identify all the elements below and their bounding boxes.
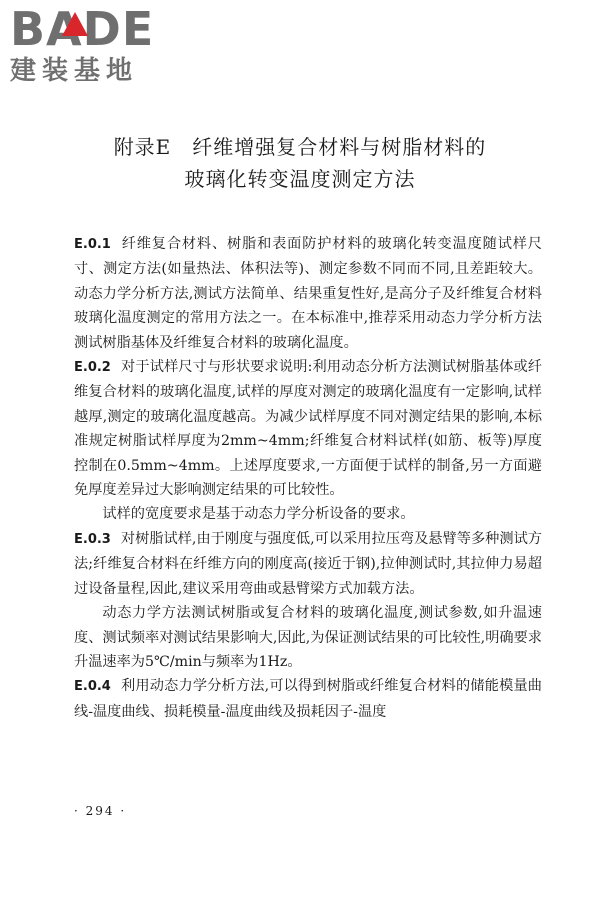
logo-wordmark — [10, 2, 180, 56]
logo-subtitle: 建装基地 — [10, 56, 139, 86]
clause-number: E.0.4 — [74, 679, 111, 695]
appendix-title-line2: 玻璃化转变温度测定方法 — [184, 167, 416, 191]
logo-word-text: BADE — [10, 2, 155, 56]
clause-text: 对树脂试样,由于刚度与强度低,可以采用拉压弯及悬臂等多种测试方法;纤维复合材料在纤维方向的刚度高(接近于钢),拉伸测试时,其拉伸力易超过设备量程,因此,建议采用弯曲或悬臂梁方式加载方法。 — [74, 530, 542, 597]
clause-e04 — [74, 674, 542, 724]
clause-number: E.0.2 — [74, 360, 111, 376]
clause-e02 — [74, 355, 542, 502]
clause-e01 — [74, 232, 542, 355]
clause-text: 对于试样尺寸与形状要求说明:利用动态分析方法测试树脂基体或纤维复合材料的玻璃化温度,试样的厚度对测定的玻璃化温度有一定影响,试样越厚,测定的玻璃化温度越高。为减少试样厚度不同对测定结果的影响,本标准规定树脂试样厚度为2mm~4mm;纤维复合材料试样(如筋、板等)厚度控制在0.5mm~4mm。上述厚度要求,一方面便于试样的制备,另一方面避免厚度差异过大影响测定结果的可比较性。 — [74, 359, 542, 499]
bade-logo — [10, 2, 180, 86]
clause-text: 试样的宽度要求是基于动态力学分析设备的要求。 — [102, 506, 415, 523]
clause-number: E.0.3 — [74, 531, 111, 547]
clause-e03-note — [74, 601, 542, 674]
clause-text: 纤维复合材料、树脂和表面防护材料的玻璃化转变温度随试样尺寸、测定方法(如量热法、体积法等)、测定参数不同而不同,且差距较大。动态力学分析方法,测试方法简单、结果重复性好,是高分子及纤维复合材料玻璃化温度测定的常用方法之一。在本标准中,推荐采用动态力学分析方法测试树脂基体及纤维复合材料的玻璃化温度。 — [74, 236, 542, 351]
clause-text: 利用动态力学分析方法,可以得到树脂或纤维复合材料的储能模量曲线-温度曲线、损耗模量-温度曲线及损耗因子-温度 — [74, 678, 542, 720]
clause-text: 动态力学方法测试树脂或复合材料的玻璃化温度,测试参数,如升温速度、测试频率对测试结果影响大,因此,为保证测试结果的可比较性,明确要求升温速率为5℃/min与频率为1Hz。 — [74, 605, 542, 670]
clause-e03 — [74, 527, 542, 601]
logo-triangle-icon — [62, 12, 88, 36]
page-number: · 294 · — [74, 804, 127, 818]
appendix-body — [74, 232, 542, 724]
appendix-title-line1: 附录E 纤维增强复合材料与树脂材料的 — [113, 135, 487, 159]
clause-e02-note — [74, 502, 542, 526]
clause-number: E.0.1 — [74, 237, 111, 252]
